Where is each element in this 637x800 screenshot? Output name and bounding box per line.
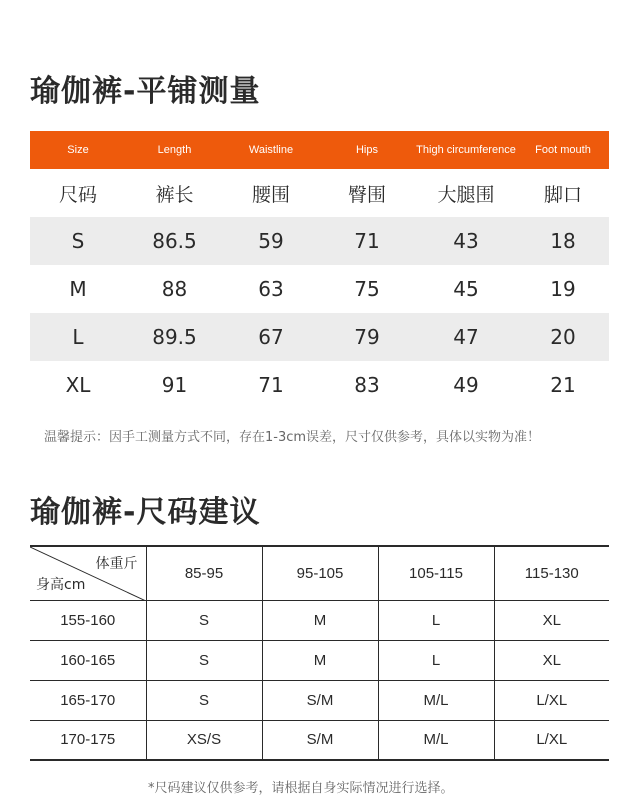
- cell: 83: [354, 373, 380, 397]
- cell: S: [71, 229, 85, 253]
- cell: 91: [161, 373, 188, 397]
- size-cell: L/XL: [494, 680, 609, 720]
- table-header-row: [30, 546, 609, 600]
- header-cn-size: 尺码: [58, 183, 97, 206]
- header-thigh: Thigh circumference: [416, 144, 516, 156]
- height-range: 160-165: [30, 640, 146, 680]
- section-title-size-advice: 瑜伽裤-尺码建议: [30, 495, 261, 530]
- size-cell: L/XL: [494, 720, 609, 760]
- header-cn-length: 裤长: [155, 183, 194, 206]
- size-cell: S/M: [262, 680, 378, 720]
- cell: 47: [453, 325, 479, 349]
- cell: 59: [258, 229, 284, 253]
- table-row: [30, 265, 609, 313]
- header-hips: Hips: [355, 144, 378, 156]
- weight-range-header: 105-115: [378, 546, 494, 600]
- size-cell: XL: [494, 600, 609, 640]
- header-cn-thigh: 大腿围: [437, 183, 495, 206]
- cell: 49: [453, 373, 479, 397]
- header-foot-mouth: Foot mouth: [535, 144, 591, 156]
- weight-range-header: 115-130: [494, 546, 609, 600]
- size-cell: XL: [494, 640, 609, 680]
- size-cell: M/L: [378, 720, 494, 760]
- table-row: [30, 600, 609, 640]
- table-row: [30, 720, 609, 760]
- cell: 89.5: [152, 325, 197, 349]
- corner-cell: [30, 546, 146, 600]
- cell: 79: [354, 325, 380, 349]
- height-range: 165-170: [30, 680, 146, 720]
- header-cn-foot: 脚口: [543, 183, 582, 206]
- weight-range-header: 95-105: [262, 546, 378, 600]
- size-cell: L: [378, 600, 494, 640]
- table-row: [30, 680, 609, 720]
- cell: 71: [354, 229, 380, 253]
- cell: 21: [550, 373, 576, 397]
- table-row: [30, 217, 609, 265]
- corner-weight-label: 体重斤: [95, 556, 138, 572]
- measurement-table: [30, 131, 609, 409]
- cell: 45: [453, 277, 479, 301]
- measurement-header-cn: [30, 169, 609, 217]
- header-size: Size: [67, 144, 89, 156]
- cell: 43: [453, 229, 479, 253]
- measurement-note: 温馨提示：因手工测量方式不同，存在1-3cm误差，尺寸仅供参考，具体以实物为准！: [44, 430, 541, 445]
- cell: XL: [65, 373, 91, 397]
- cell: 67: [258, 325, 284, 349]
- cell: 86.5: [152, 229, 197, 253]
- header-length: Length: [157, 144, 192, 156]
- header-cn-hips: 臀围: [347, 183, 386, 206]
- table-row: [30, 640, 609, 680]
- size-cell: S: [146, 600, 262, 640]
- height-range: 170-175: [30, 720, 146, 760]
- cell: 63: [258, 277, 284, 301]
- size-cell: XS/S: [146, 720, 262, 760]
- size-cell: M: [262, 640, 378, 680]
- cell: M: [69, 277, 87, 301]
- size-cell: M/L: [378, 680, 494, 720]
- size-advice-note: *尺码建议仅供参考，请根据自身实际情况进行选择。: [148, 781, 454, 796]
- cell: L: [72, 325, 84, 349]
- size-cell: M: [262, 600, 378, 640]
- height-range: 155-160: [30, 600, 146, 640]
- cell: 71: [258, 373, 284, 397]
- cell: 20: [550, 325, 576, 349]
- size-advice-table: [30, 545, 609, 761]
- table-row: [30, 313, 609, 361]
- section-title-measurement: 瑜伽裤-平铺测量: [30, 74, 261, 109]
- table-row: [30, 361, 609, 409]
- cell: 88: [161, 277, 188, 301]
- header-cn-waist: 腰围: [251, 183, 290, 206]
- size-cell: S: [146, 680, 262, 720]
- size-cell: L: [378, 640, 494, 680]
- cell: 18: [550, 229, 576, 253]
- cell: 19: [550, 277, 576, 301]
- size-cell: S/M: [262, 720, 378, 760]
- size-cell: S: [146, 640, 262, 680]
- weight-range-header: 85-95: [146, 546, 262, 600]
- measurement-header-en: [30, 131, 609, 169]
- cell: 75: [354, 277, 380, 301]
- header-waistline: Waistline: [248, 144, 294, 156]
- corner-height-label: 身高cm: [36, 576, 86, 593]
